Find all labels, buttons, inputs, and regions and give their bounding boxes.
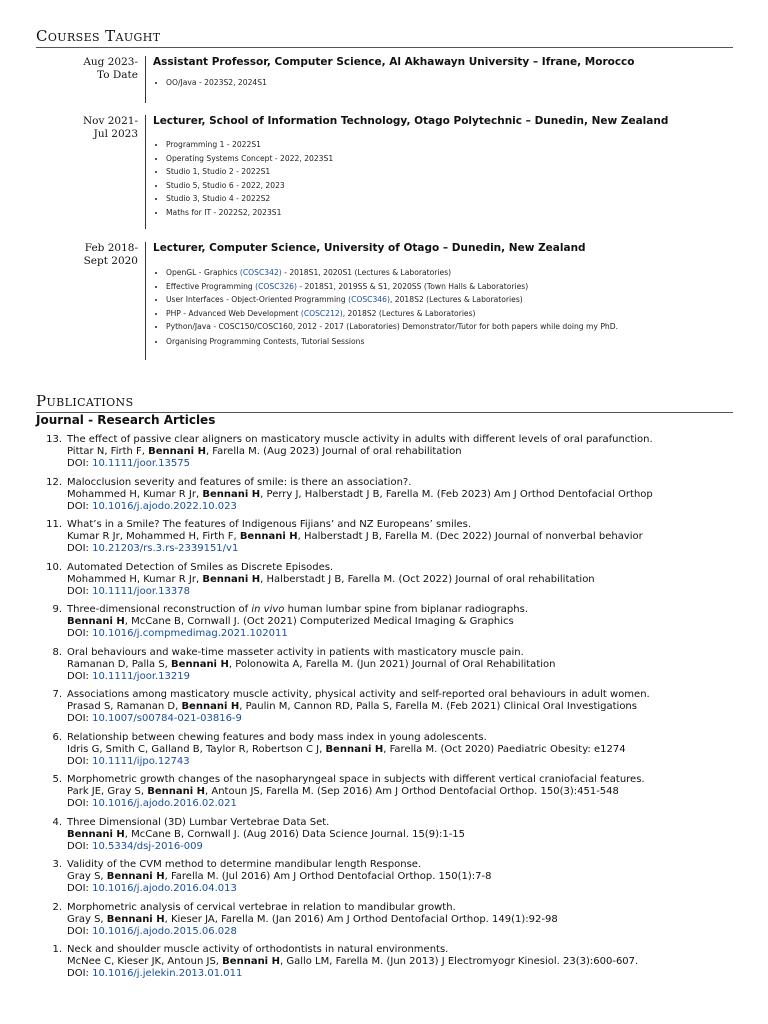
publication-title: Malocclusion severity and features of smile: is there an association?. <box>67 477 412 488</box>
course-code-link[interactable]: (COSC342) <box>239 268 282 277</box>
publication-number: 12. <box>46 477 62 488</box>
doi-label: DOI: <box>67 756 93 768</box>
course-divider <box>145 115 146 229</box>
doi-link[interactable]: 10.1111/joor.13219 <box>92 671 190 683</box>
publication-authors: Idris G, Smith C, Galland B, Taylor R, Robertson C J, Bennani H, Farella M. (Oct 2020) Paediatric Obesity: e1274 <box>67 744 626 756</box>
course-item: • OpenGL - Graphics (COSC342) - 2018S1, 2020S1 (Lectures & Laboratories) <box>166 266 726 280</box>
doi-label: DOI: <box>67 968 93 980</box>
doi-link[interactable]: 10.1016/j.ajodo.2022.10.023 <box>92 501 237 513</box>
publication-title: Relationship between chewing features and body mass index in young adolescents. <box>67 732 487 743</box>
doi-link[interactable]: 10.1016/j.ajodo.2016.04.013 <box>92 883 237 895</box>
publication-authors: Mohammed H, Kumar R Jr, Bennani H, Halberstadt J B, Farella M. (Oct 2022) Journal of oral rehabilitation <box>67 574 595 586</box>
publication-authors: Prasad S, Ramanan D, Bennani H, Paulin M, Cannon RD, Palla S, Farella M. (Feb 2021) Clinical Oral Investigations <box>67 701 637 713</box>
doi-label: DOI: <box>67 628 93 640</box>
course-list <box>153 266 726 348</box>
publication-number: 5. <box>52 774 62 785</box>
doi-label: DOI: <box>67 883 93 895</box>
course-entry-2 <box>36 115 733 229</box>
doi-label: DOI: <box>67 713 93 725</box>
course-divider <box>145 242 146 360</box>
course-item: • Studio 1, Studio 2 - 2022S1 <box>166 165 726 179</box>
course-item: • Operating Systems Concept - 2022, 2023S1 <box>166 152 726 166</box>
doi-label: DOI: <box>67 671 93 683</box>
publication-title: Automated Detection of Smiles as Discrete Episodes. <box>67 562 334 573</box>
publication-authors: McNee C, Kieser JK, Antoun JS, Bennani H, Gallo LM, Farella M. (Jun 2013) J Electromyogr Kinesiol. 23(3):600-607. <box>67 956 639 968</box>
course-entry-3 <box>36 242 733 360</box>
publication-doi-line <box>67 798 747 810</box>
publication-doi-line <box>67 671 747 683</box>
publication-authors: Pittar N, Firth F, Bennani H, Farella M. (Aug 2023) Journal of oral rehabilitation <box>67 446 462 458</box>
publication-title: Associations among masticatory muscle activity, physical activity and self-reported oral behaviours in adult women. <box>67 689 650 700</box>
publication-doi-line <box>67 543 747 555</box>
publication-number: 3. <box>52 859 62 870</box>
publications-section-rule <box>36 412 733 413</box>
course-code-link[interactable]: (COSC326) <box>255 281 297 291</box>
publication-authors: Bennani H, McCane B, Cornwall J. (Aug 2016) Data Science Journal. 15(9):1-15 <box>67 829 466 841</box>
courses-section-rule <box>36 47 733 48</box>
course-role: Lecturer, School of Information Technology, Otago Polytechnic – Dunedin, New Zealand <box>153 115 669 127</box>
publication-doi-line <box>67 883 747 895</box>
doi-link[interactable]: 10.5334/dsj-2016-009 <box>92 841 203 853</box>
publication-title: Three Dimensional (3D) Lumbar Vertebrae Data Set. <box>67 817 330 828</box>
publication-number: 7. <box>52 689 62 700</box>
publication-number: 13. <box>46 434 62 445</box>
course-item: • Effective Programming (COSC326) - 2018S1, 2019SS & S1, 2020SS (Town Halls & Laboratories) <box>166 280 726 294</box>
courses-section-title: Courses Taught <box>36 27 161 45</box>
course-list <box>153 76 726 90</box>
publication-authors: Gray S, Bennani H, Kieser JA, Farella M. (Jan 2016) Am J Orthod Dentofacial Orthop. 149(1):92-98 <box>67 914 558 926</box>
publication-doi-line <box>67 586 747 598</box>
course-item: • OO/Java - 2023S2, 2024S1 <box>166 76 726 90</box>
publication-title: What’s in a Smile? The features of Indigenous Fijians’ and NZ Europeans’ smiles. <box>67 519 472 530</box>
doi-label: DOI: <box>67 586 93 598</box>
publications-section-title: Publications <box>36 392 134 410</box>
course-item: • Maths for IT - 2022S2, 2023S1 <box>166 206 726 220</box>
publication-doi-line <box>67 501 747 513</box>
doi-link[interactable]: 10.1016/j.jelekin.2013.01.011 <box>92 968 243 980</box>
course-code-link[interactable]: (COSC212) <box>300 308 343 318</box>
doi-link[interactable]: 10.21203/rs.3.rs-2339151/v1 <box>92 543 239 555</box>
course-role: Lecturer, Computer Science, University of Otago – Dunedin, New Zealand <box>153 242 586 254</box>
doi-label: DOI: <box>67 501 93 513</box>
course-item: • Organising Programming Contests, Tutorial Sessions <box>166 335 726 349</box>
course-date: Feb 2018- Sept 2020 <box>83 242 138 267</box>
publication-authors: Gray S, Bennani H, Farella M. (Jul 2016) Am J Orthod Dentofacial Orthop. 150(1):7-8 <box>67 871 492 883</box>
publication-title: Three-dimensional reconstruction of in vivo human lumbar spine from biplanar radiographs. <box>67 604 529 615</box>
publication-title: Morphometric growth changes of the nasopharyngeal space in subjects with different vertical craniofacial features. <box>67 774 645 785</box>
publication-authors: Mohammed H, Kumar R Jr, Bennani H, Perry J, Halberstadt J B, Farella M. (Feb 2023) Am J Orthod Dentofacial Orthop <box>67 489 653 501</box>
publication-number: 9. <box>52 604 62 615</box>
publication-number: 4. <box>52 817 62 828</box>
course-item: • Studio 5, Studio 6 - 2022, 2023 <box>166 179 726 193</box>
doi-label: DOI: <box>67 926 93 938</box>
doi-link[interactable]: 10.1016/j.compmedimag.2021.102011 <box>92 628 288 640</box>
publication-title: Neck and shoulder muscle activity of orthodontists in natural environments. <box>67 944 449 955</box>
publication-doi-line <box>67 926 747 938</box>
publication-title: The effect of passive clear aligners on masticatory muscle activity in adults with different levels of oral parafunction. <box>67 434 653 445</box>
course-date: Nov 2021- Jul 2023 <box>82 115 138 140</box>
publication-title: Oral behaviours and wake-time masseter activity in patients with masticatory muscle pain. <box>67 647 524 658</box>
doi-label: DOI: <box>67 543 93 555</box>
course-item: • Programming 1 - 2022S1 <box>166 138 726 152</box>
doi-link[interactable]: 10.1111/ijpo.12743 <box>92 756 190 768</box>
publication-number: 2. <box>52 902 62 913</box>
publication-title: Morphometric analysis of cervical vertebrae in relation to mandibular growth. <box>67 902 456 913</box>
doi-label: DOI: <box>67 458 93 470</box>
doi-link[interactable]: 10.1016/j.ajodo.2015.06.028 <box>92 926 237 938</box>
publication-doi-line <box>67 841 747 853</box>
publication-doi-line <box>67 968 747 980</box>
course-item: • User Interfaces - Object-Oriented Programming (COSC346), 2018S2 (Lectures & Laboratories) <box>166 293 726 307</box>
publication-number: 10. <box>46 562 62 573</box>
publication-number: 1. <box>52 944 62 955</box>
course-item: • Python/Java - COSC150/COSC160, 2012 - 2017 (Laboratories) Demonstrator/Tutor for both papers while doing my PhD. <box>166 322 726 332</box>
publication-authors: Park JE, Gray S, Bennani H, Antoun JS, Farella M. (Sep 2016) Am J Orthod Dentofacial Orthop. 150(3):451-548 <box>67 786 619 798</box>
doi-label: DOI: <box>67 841 93 853</box>
publication-doi-line <box>67 756 747 768</box>
publication-doi-line <box>67 458 747 470</box>
publication-doi-line <box>67 713 747 725</box>
publication-title: Validity of the CVM method to determine mandibular length Response. <box>67 859 422 870</box>
course-role: Assistant Professor, Computer Science, Al Akhawayn University – Ifrane, Morocco <box>153 56 635 68</box>
doi-label: DOI: <box>67 798 93 810</box>
publication-number: 6. <box>52 732 62 743</box>
course-divider <box>145 56 146 103</box>
course-list <box>153 138 726 219</box>
course-entry-1 <box>36 56 733 103</box>
course-date: Aug 2023- To Date <box>83 56 138 81</box>
publication-authors: Kumar R Jr, Mohammed H, Firth F, Bennani H, Halberstadt J B, Farella M. (Dec 2022) Journal of nonverbal behavior <box>67 531 643 543</box>
doi-link[interactable]: 10.1007/s00784-021-03816-9 <box>92 713 242 725</box>
publication-authors: Bennani H, McCane B, Cornwall J. (Oct 2021) Computerized Medical Imaging & Graphics <box>67 616 514 628</box>
doi-link[interactable]: 10.1111/joor.13378 <box>92 586 190 598</box>
doi-link[interactable]: 10.1111/joor.13575 <box>92 458 190 470</box>
publications-subtitle: Journal - Research Articles <box>36 413 216 427</box>
publication-authors: Ramanan D, Palla S, Bennani H, Polonowita A, Farella M. (Jun 2021) Journal of Oral Rehabilitation <box>67 659 556 671</box>
course-item: • PHP - Advanced Web Development (COSC212), 2018S2 (Lectures & Laboratories) <box>166 307 726 321</box>
doi-link[interactable]: 10.1016/j.ajodo.2016.02.021 <box>92 798 237 810</box>
publication-number: 11. <box>46 519 62 530</box>
course-item: • Studio 3, Studio 4 - 2022S2 <box>166 192 726 206</box>
publication-number: 8. <box>52 647 62 658</box>
course-code-link[interactable]: (COSC346) <box>348 295 390 304</box>
publication-doi-line <box>67 628 747 640</box>
